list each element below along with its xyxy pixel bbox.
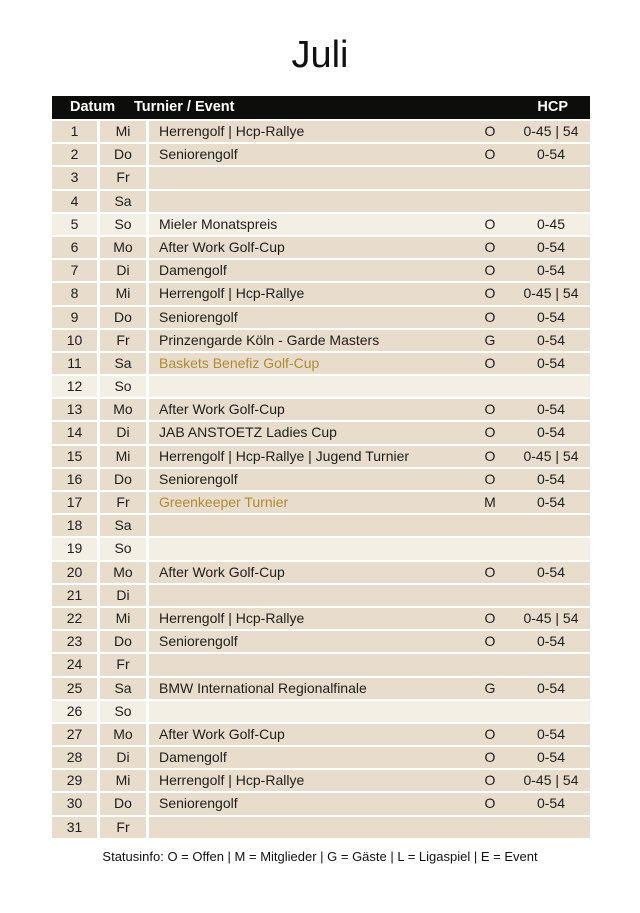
hcp-value — [512, 538, 590, 559]
table-row — [52, 492, 590, 513]
event-name: After Work Golf-Cup — [159, 238, 285, 255]
hcp-value — [512, 515, 590, 536]
status-letter — [468, 585, 512, 606]
hcp-value — [512, 585, 590, 606]
table-row — [52, 515, 590, 536]
event-cell — [149, 330, 590, 351]
table-header — [52, 96, 590, 119]
day-number-cell: 12 — [52, 376, 97, 397]
day-number-cell: 13 — [52, 399, 97, 420]
table-row — [52, 330, 590, 351]
day-number-cell: 14 — [52, 422, 97, 443]
table-row — [52, 608, 590, 629]
weekday-cell: Mi — [100, 283, 146, 304]
weekday-cell: Sa — [100, 678, 146, 699]
hcp-value — [512, 817, 590, 838]
event-cell — [149, 422, 590, 443]
table-row — [52, 214, 590, 235]
header-datum: Datum — [70, 99, 116, 115]
table-row — [52, 747, 590, 768]
table-row — [52, 399, 590, 420]
table-row — [52, 562, 590, 583]
status-legend: Statusinfo: O = Offen | M = Mitglieder | G = Gäste | L = Ligaspiel | E = Event — [102, 849, 538, 864]
event-name: Seniorengolf — [159, 795, 238, 812]
event-name — [149, 538, 468, 559]
event-cell — [149, 399, 590, 420]
weekday-cell: Mo — [100, 724, 146, 745]
event-name: Seniorengolf — [159, 308, 238, 325]
weekday-cell: Do — [100, 144, 146, 165]
event-cell — [149, 747, 590, 768]
status-letter: G — [484, 679, 496, 696]
hcp-value: 0-54 — [536, 331, 566, 348]
hcp-value: 0-45 | 54 — [523, 447, 579, 464]
weekday-cell: Mo — [100, 399, 146, 420]
day-number-cell: 29 — [52, 770, 97, 791]
event-name — [149, 701, 468, 722]
table-row — [52, 307, 590, 328]
day-number-cell: 30 — [52, 793, 97, 814]
weekday-cell: Fr — [100, 817, 146, 838]
event-cell — [149, 608, 590, 629]
table-row — [52, 283, 590, 304]
event-cell — [149, 353, 590, 374]
weekday-cell: Mo — [100, 562, 146, 583]
weekday-cell: Mi — [100, 608, 146, 629]
weekday-cell: So — [100, 538, 146, 559]
calendar-table — [52, 96, 590, 840]
hcp-value: 0-54 — [536, 563, 566, 580]
status-letter — [468, 654, 512, 675]
event-name — [149, 817, 468, 838]
day-number-cell: 7 — [52, 260, 97, 281]
hcp-value — [512, 376, 590, 397]
weekday-cell: Do — [100, 307, 146, 328]
status-letter — [468, 167, 512, 188]
event-cell — [149, 446, 590, 467]
status-letter — [468, 701, 512, 722]
weekday-cell: Di — [100, 585, 146, 606]
table-body — [52, 121, 590, 838]
event-cell — [149, 678, 590, 699]
day-number-cell: 15 — [52, 446, 97, 467]
header-hcp: HCP — [537, 99, 568, 115]
table-row — [52, 654, 590, 675]
event-cell — [149, 167, 590, 188]
status-letter: O — [484, 470, 496, 487]
event-name: Baskets Benefiz Golf-Cup — [159, 354, 320, 371]
hcp-value: 0-54 — [536, 238, 566, 255]
event-cell — [149, 260, 590, 281]
day-number-cell: 2 — [52, 144, 97, 165]
event-cell — [149, 144, 590, 165]
table-row — [52, 793, 590, 814]
table-row — [52, 191, 590, 212]
day-number-cell: 22 — [52, 608, 97, 629]
hcp-value: 0-45 | 54 — [523, 123, 579, 139]
event-cell — [149, 237, 590, 258]
weekday-cell: Sa — [100, 515, 146, 536]
weekday-cell: So — [100, 376, 146, 397]
event-name: Herrengolf | Hcp-Rallye — [159, 123, 305, 139]
weekday-cell: So — [100, 701, 146, 722]
day-number-cell: 16 — [52, 469, 97, 490]
event-name: Prinzengarde Köln - Garde Masters — [159, 331, 380, 348]
event-name: Herrengolf | Hcp-Rallye — [159, 285, 305, 302]
event-cell — [149, 631, 590, 652]
event-cell — [149, 283, 590, 304]
table-row — [52, 770, 590, 791]
event-name: Seniorengolf — [159, 146, 238, 163]
event-name — [149, 654, 468, 675]
hcp-value: 0-45 | 54 — [523, 772, 579, 789]
table-row — [52, 167, 590, 188]
event-name: Greenkeeper Turnier — [159, 494, 289, 510]
status-letter: M — [484, 494, 496, 510]
table-row — [52, 353, 590, 374]
weekday-cell: Mo — [100, 237, 146, 258]
day-number-cell: 3 — [52, 167, 97, 188]
status-letter: O — [484, 285, 496, 302]
event-name — [149, 191, 468, 212]
weekday-cell: Di — [100, 422, 146, 443]
status-letter: O — [484, 215, 496, 232]
event-cell — [149, 191, 590, 212]
weekday-cell: Mi — [100, 121, 146, 142]
hcp-value: 0-54 — [536, 470, 566, 487]
event-cell — [149, 214, 590, 235]
event-name: Herrengolf | Hcp-Rallye — [159, 609, 305, 626]
day-number-cell: 4 — [52, 191, 97, 212]
event-cell — [149, 469, 590, 490]
table-row — [52, 376, 590, 397]
weekday-cell: Do — [100, 793, 146, 814]
status-letter: O — [484, 308, 496, 325]
status-letter: O — [484, 749, 496, 766]
day-number-cell: 18 — [52, 515, 97, 536]
hcp-value: 0-54 — [536, 354, 566, 371]
event-name: After Work Golf-Cup — [159, 563, 285, 580]
hcp-value — [512, 701, 590, 722]
day-number-cell: 17 — [52, 492, 97, 513]
weekday-cell: Sa — [100, 353, 146, 374]
day-number-cell: 10 — [52, 330, 97, 351]
table-row — [52, 422, 590, 443]
day-number-cell: 11 — [52, 353, 97, 374]
event-name: Mieler Monatspreis — [159, 215, 278, 232]
weekday-cell: Fr — [100, 167, 146, 188]
status-letter: O — [484, 772, 496, 789]
table-row — [52, 121, 590, 142]
table-row — [52, 701, 590, 722]
table-row — [52, 260, 590, 281]
status-letter: O — [484, 401, 496, 418]
event-cell — [149, 376, 590, 397]
event-cell — [149, 817, 590, 838]
event-name: After Work Golf-Cup — [159, 725, 285, 742]
day-number-cell: 20 — [52, 562, 97, 583]
weekday-cell: So — [100, 214, 146, 235]
status-letter — [468, 817, 512, 838]
event-name — [149, 376, 468, 397]
table-row — [52, 817, 590, 838]
status-letter — [468, 191, 512, 212]
event-name: Seniorengolf — [159, 470, 238, 487]
event-cell — [149, 538, 590, 559]
status-letter: G — [484, 331, 496, 348]
event-name — [149, 585, 468, 606]
weekday-cell: Mi — [100, 446, 146, 467]
event-cell — [149, 585, 590, 606]
weekday-cell: Fr — [100, 492, 146, 513]
status-letter: O — [484, 609, 496, 626]
status-letter: O — [484, 563, 496, 580]
hcp-value: 0-54 — [536, 725, 566, 742]
status-letter: O — [484, 238, 496, 255]
hcp-value — [512, 167, 590, 188]
table-row — [52, 144, 590, 165]
event-cell — [149, 770, 590, 791]
weekday-cell: Di — [100, 747, 146, 768]
day-number-cell: 19 — [52, 538, 97, 559]
day-number-cell: 1 — [52, 121, 97, 142]
day-number-cell: 6 — [52, 237, 97, 258]
event-name: Damengolf — [159, 749, 227, 766]
weekday-cell: Mi — [100, 770, 146, 791]
hcp-value: 0-45 — [536, 215, 566, 232]
table-row — [52, 538, 590, 559]
status-letter — [468, 515, 512, 536]
event-name: Damengolf — [159, 262, 227, 279]
day-number-cell: 24 — [52, 654, 97, 675]
weekday-cell: Do — [100, 631, 146, 652]
table-row — [52, 446, 590, 467]
table-row — [52, 678, 590, 699]
table-row — [52, 237, 590, 258]
table-row — [52, 724, 590, 745]
hcp-value: 0-54 — [536, 749, 566, 766]
day-number-cell: 5 — [52, 214, 97, 235]
event-cell — [149, 121, 590, 142]
table-row — [52, 585, 590, 606]
page-title: Juli — [291, 34, 349, 76]
event-name — [149, 515, 468, 536]
event-name — [149, 167, 468, 188]
status-letter: O — [484, 725, 496, 742]
day-number-cell: 27 — [52, 724, 97, 745]
event-cell — [149, 701, 590, 722]
hcp-value: 0-54 — [536, 494, 566, 510]
hcp-value: 0-54 — [536, 262, 566, 279]
status-letter: O — [484, 262, 496, 279]
status-letter: O — [484, 795, 496, 812]
day-number-cell: 31 — [52, 817, 97, 838]
event-cell — [149, 307, 590, 328]
event-cell — [149, 724, 590, 745]
weekday-cell: Fr — [100, 330, 146, 351]
weekday-cell: Di — [100, 260, 146, 281]
event-name: BMW International Regionalfinale — [159, 679, 367, 696]
hcp-value: 0-54 — [536, 633, 566, 650]
hcp-value: 0-54 — [536, 795, 566, 812]
weekday-cell: Do — [100, 469, 146, 490]
day-number-cell: 8 — [52, 283, 97, 304]
hcp-value: 0-45 | 54 — [523, 285, 579, 302]
event-name: After Work Golf-Cup — [159, 401, 285, 418]
event-cell — [149, 515, 590, 536]
weekday-cell: Fr — [100, 654, 146, 675]
event-name: Seniorengolf — [159, 633, 238, 650]
hcp-value: 0-54 — [536, 679, 566, 696]
day-number-cell: 23 — [52, 631, 97, 652]
status-letter: O — [484, 633, 496, 650]
status-letter: O — [484, 123, 496, 139]
hcp-value: 0-54 — [536, 401, 566, 418]
day-number-cell: 25 — [52, 678, 97, 699]
event-cell — [149, 793, 590, 814]
event-name: JAB ANSTOETZ Ladies Cup — [159, 424, 337, 441]
weekday-cell: Sa — [100, 191, 146, 212]
status-letter: O — [484, 447, 496, 464]
event-name: Herrengolf | Hcp-Rallye | Jugend Turnier — [159, 447, 410, 464]
hcp-value — [512, 654, 590, 675]
event-cell — [149, 654, 590, 675]
status-letter — [468, 538, 512, 559]
table-row — [52, 469, 590, 490]
hcp-value: 0-54 — [536, 146, 566, 163]
event-cell — [149, 562, 590, 583]
hcp-value: 0-54 — [536, 424, 566, 441]
hcp-value: 0-54 — [536, 308, 566, 325]
header-turnier: Turnier / Event — [134, 99, 235, 115]
status-letter: O — [484, 424, 496, 441]
status-letter — [468, 376, 512, 397]
table-row — [52, 631, 590, 652]
day-number-cell: 21 — [52, 585, 97, 606]
hcp-value: 0-45 | 54 — [523, 609, 579, 626]
event-cell — [149, 492, 590, 513]
event-name: Herrengolf | Hcp-Rallye — [159, 772, 305, 789]
status-letter: O — [484, 146, 496, 163]
status-letter: O — [484, 354, 496, 371]
day-number-cell: 26 — [52, 701, 97, 722]
day-number-cell: 9 — [52, 307, 97, 328]
hcp-value — [512, 191, 590, 212]
day-number-cell: 28 — [52, 747, 97, 768]
